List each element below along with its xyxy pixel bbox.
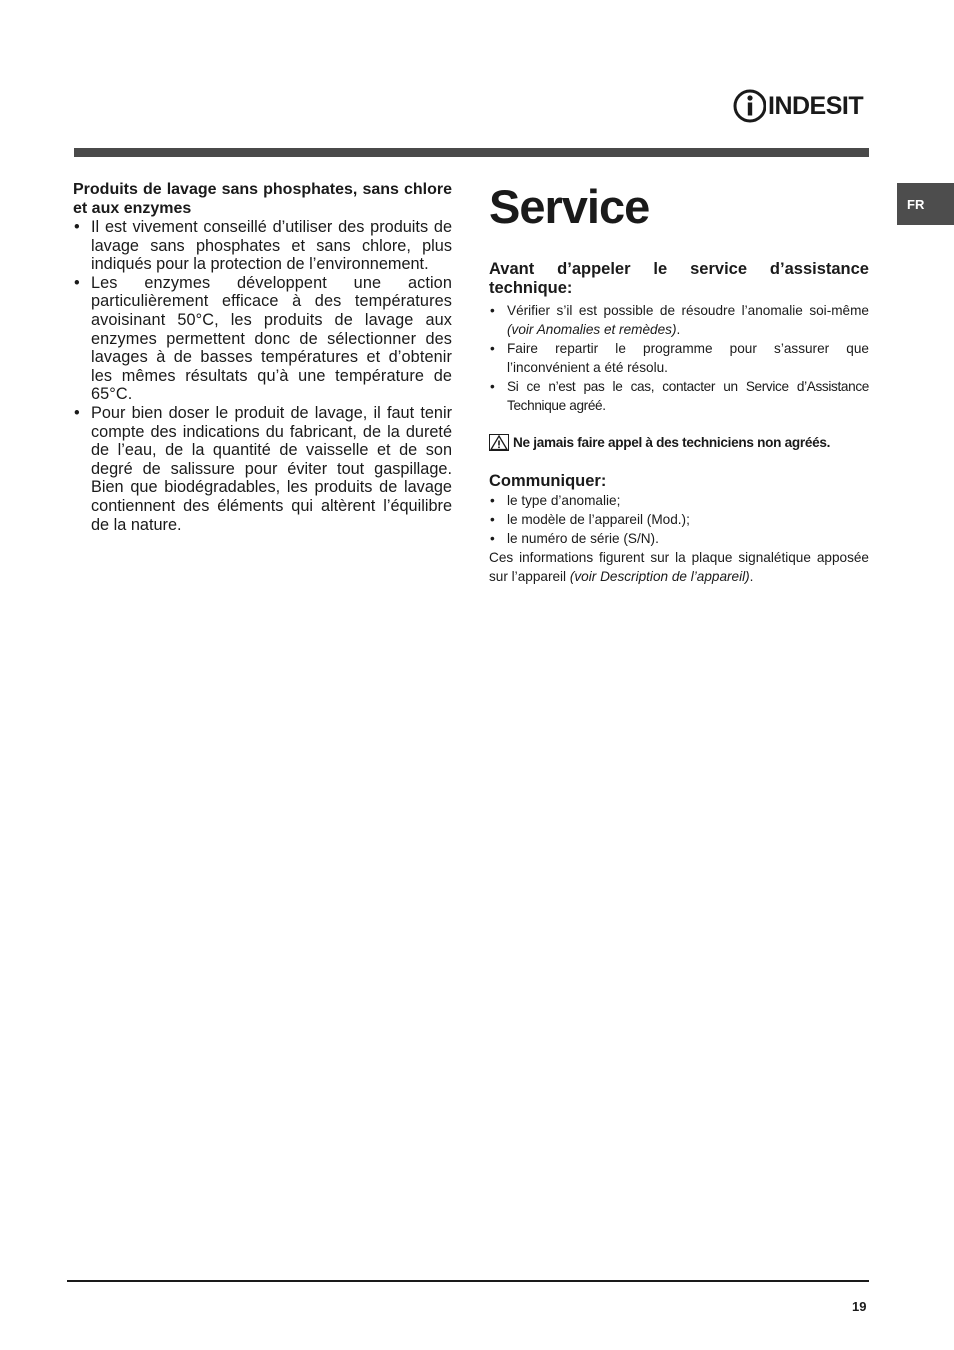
reference-anomalies: (voir Anomalies et remèdes) bbox=[507, 322, 677, 337]
reference-description: (voir Description de l’appareil) bbox=[569, 569, 750, 584]
left-column bbox=[73, 180, 452, 534]
list-item: • Faire repartir le programme pour s’assurer que l’inconvénient a été résolu. bbox=[489, 339, 869, 377]
list-item: • le numéro de série (S/N). bbox=[489, 529, 869, 548]
right-column bbox=[489, 180, 869, 586]
list-item: • Il est vivement conseillé d’utiliser des produits de lavage sans phosphates et sans chlore, plus indiqués pour la protection de l’environnement. bbox=[73, 218, 452, 274]
header-rule bbox=[74, 148, 869, 157]
language-label: FR bbox=[907, 196, 925, 212]
brand-name: INDESIT bbox=[768, 92, 864, 120]
list-item bbox=[489, 301, 869, 339]
list-item: • Si ce n’est pas le cas, contacter un Service d’Assistance Technique agréé. bbox=[489, 377, 869, 415]
warning-note bbox=[489, 434, 869, 452]
info-paragraph bbox=[489, 548, 869, 586]
detergent-heading: Produits de lavage sans phosphates, sans chlore et aux enzymes bbox=[73, 181, 452, 217]
info-text: Ces informations figurent sur la plaque signalétique apposée sur l’appareil bbox=[489, 550, 869, 584]
list-item: • Pour bien doser le produit de lavage, il faut tenir compte des indications du fabricant, de la dureté de l’eau, de la quantité de vaisselle et de son degré de salissure pour éviter tout gaspillage. Bien que biodégradables, les produits de lavage contiennent des éléments qui altèrent l’équilibre de la nature. bbox=[73, 404, 452, 534]
warning-triangle-icon bbox=[489, 434, 509, 451]
before-call-list bbox=[489, 301, 869, 415]
indesit-logo-icon bbox=[732, 86, 766, 126]
list-item: • le type d’anomalie; bbox=[489, 491, 869, 510]
language-tab bbox=[897, 183, 954, 225]
before-call-heading: Avant d’appeler le service d’assistance technique: bbox=[489, 260, 869, 297]
page-number: 19 bbox=[852, 1299, 867, 1314]
list-item: • le modèle de l’appareil (Mod.); bbox=[489, 510, 869, 529]
detergent-list bbox=[73, 218, 452, 534]
warning-text: Ne jamais faire appel à des techniciens non agréés. bbox=[513, 435, 831, 450]
list-item: • Les enzymes développent une action particulièrement efficace à des températures avoisinant 50°C, les produits de lavage aux enzymes permettent donc de sélectionner des lavages à de basses températures et d’obtenir les mêmes résultats qu’à une température de 65°C. bbox=[73, 274, 452, 404]
communicate-heading: Communiquer: bbox=[489, 472, 607, 490]
page-title: Service bbox=[489, 180, 650, 233]
indesit-logo bbox=[732, 86, 872, 126]
communicate-list bbox=[489, 491, 869, 548]
list-item-end: . bbox=[676, 322, 681, 337]
info-end: . bbox=[749, 569, 754, 584]
footer-rule bbox=[67, 1280, 869, 1282]
list-item-text: Vérifier s’il est possible de résoudre l’anomalie soi-même bbox=[507, 303, 869, 318]
